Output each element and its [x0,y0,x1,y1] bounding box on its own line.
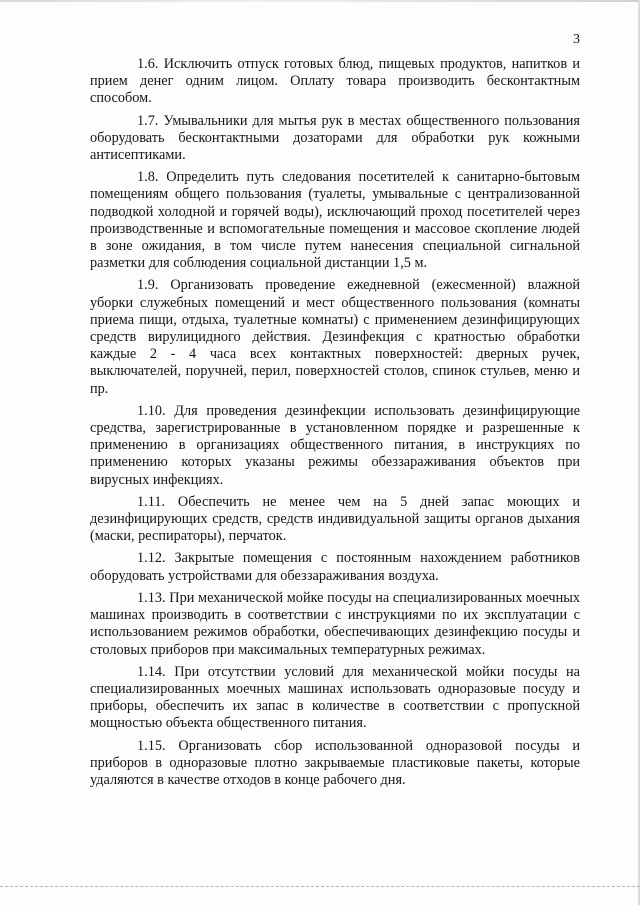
paragraph-1-10: 1.10. Для проведения дезинфекции использовать дезинфицирующие средства, зарегистрированные в установленном порядке и разрешенные к применению в организациях общественного питания, в инструкциях по применению которых указаны режимы обеззараживания объектов при вирусных инфекциях. [90,402,580,488]
paragraph-1-8: 1.8. Определить путь следования посетителей к санитарно-бытовым помещениям общего пользования (туалеты, умывальные с централизованной подводкой холодной и горячей воды), исключающий проход посетителей через производственные и вспомогательные помещения и массовое скопление людей в зоне ожидания, в том числе путем нанесения специальной сигнальной разметки для соблюдения социальной дистанции 1,5 м. [90,169,580,272]
paragraph-1-11: 1.11. Обеспечить не менее чем на 5 дней запас моющих и дезинфицирующих средств, средств индивидуальной защиты органов дыхания (маски, респираторы), перчаток. [90,493,580,545]
paragraph-1-15: 1.15. Организовать сбор использованной одноразовой посуды и приборов в одноразовые плотно закрываемые пластиковые пакеты, которые удаляются в качестве отходов в конце рабочего дня. [90,737,580,788]
page-number: 3 [573,32,580,47]
paragraph-1-12: 1.12. Закрытые помещения с постоянным нахождением работников оборудовать устройствами для обеззараживания воздуха. [90,550,580,584]
paragraph-1-14: 1.14. При отсутствии условий для механической мойки посуды на специализированных моечных машинах использовать одноразовые посуду и приборы, обеспечить их запас в количестве в соответствии с пропускной мощностью объекта общественного питания. [90,663,580,732]
paragraph-1-9: 1.9. Организовать проведение ежедневной (ежесменной) влажной уборки служебных помещений и мест общественного пользования (комнаты приема пищи, отдыха, туалетные комнаты) с применением дезинфицирующих средств вирулицидного действия. Дезинфекция с кратностью обработки каждые 2 - 4 часа всех контактных поверхностей: дверных ручек, выключателей, поручней, перил, поверхностей столов, спинок стульев, меню и пр. [90,277,580,397]
paragraph-1-13: 1.13. При механической мойке посуды на специализированных моечных машинах производить в соответствии с инструкциями по их эксплуатации с использованием режимов обработки, обеспечивающих дезинфекцию посуды и столовых приборов при максимальных температурных режимах. [90,589,580,658]
document-body [90,56,580,794]
scan-bottom-edge [0,886,640,888]
scan-top-edge [0,0,640,2]
paragraph-1-6: 1.6. Исключить отпуск готовых блюд, пищевых продуктов, напитков и прием денег одним лицом. Оплату товара производить бесконтактным способом. [90,56,580,107]
paragraph-1-7: 1.7. Умывальники для мытья рук в местах общественного пользования оборудовать бесконтактными дозаторами для обработки рук кожными антисептиками. [90,112,580,164]
